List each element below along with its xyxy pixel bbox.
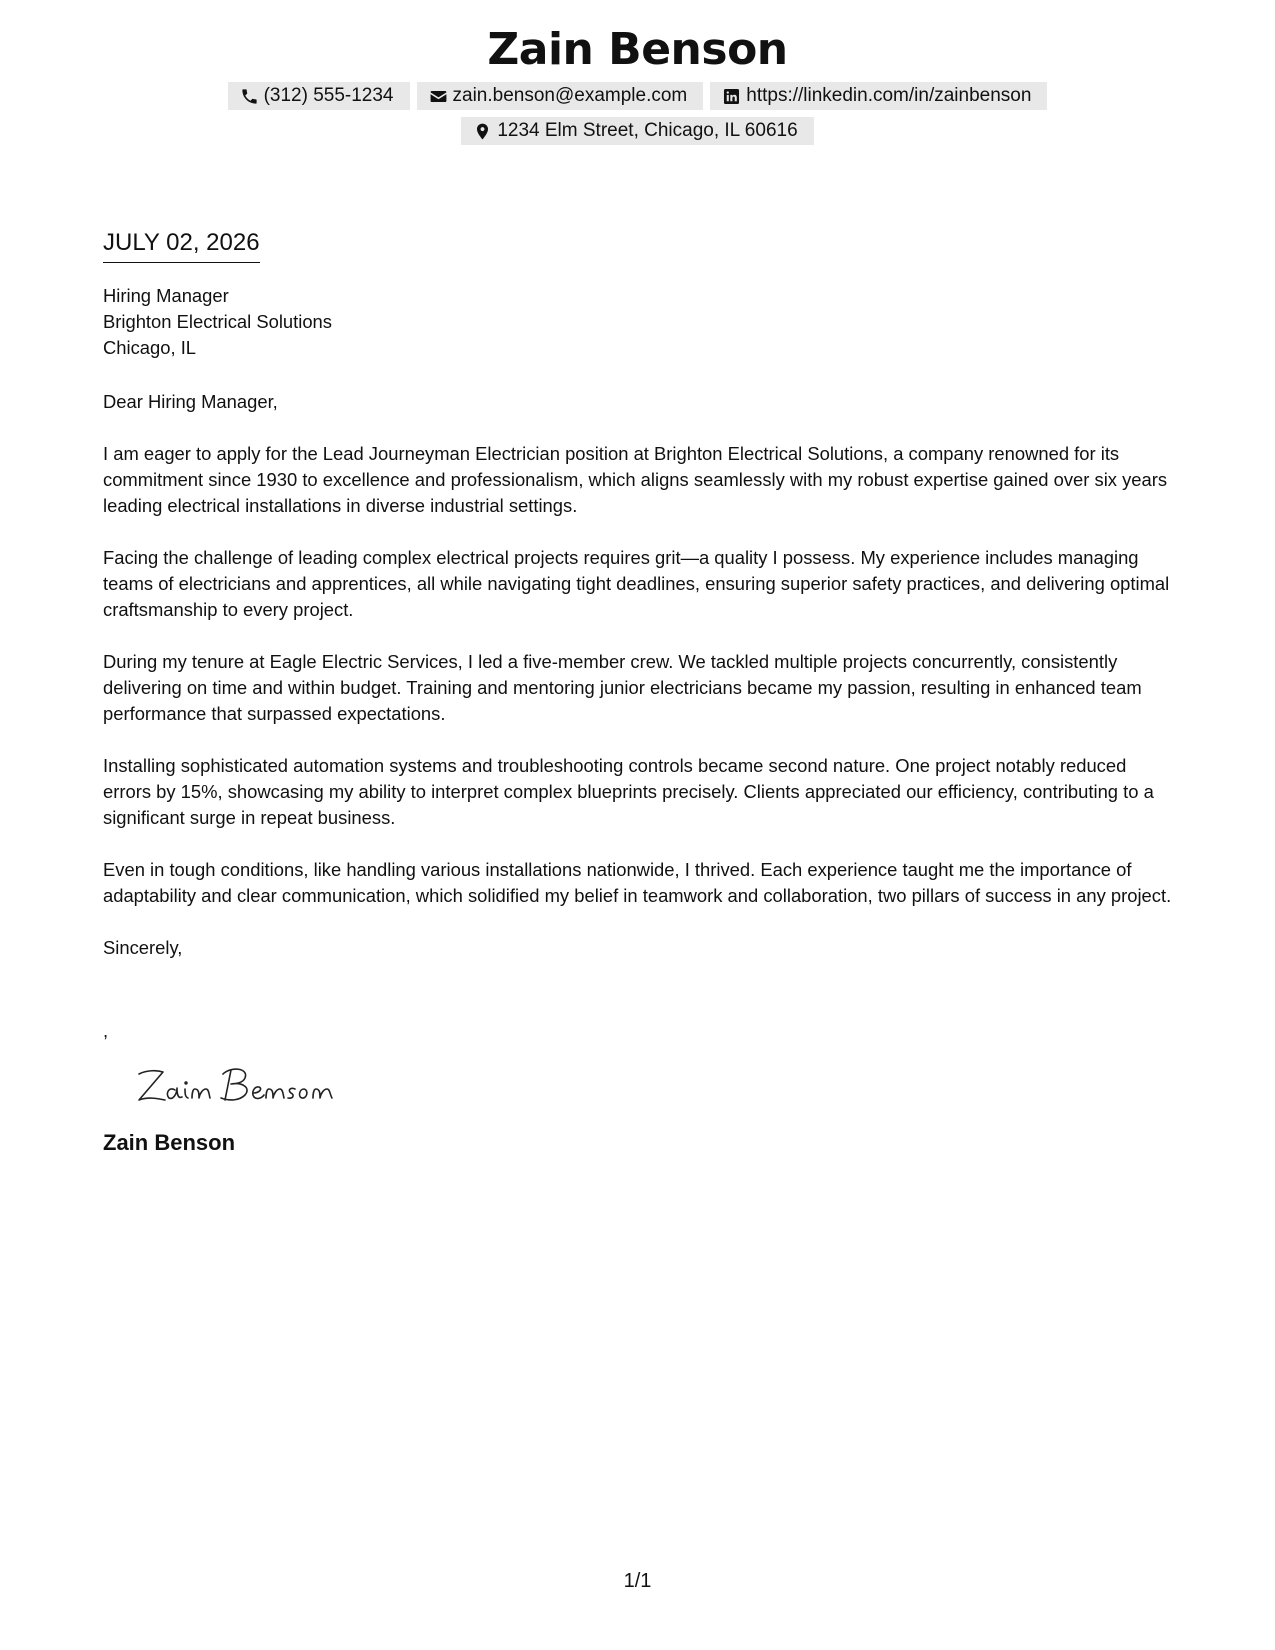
closing: Sincerely,: [103, 937, 183, 958]
page-title: Zain Benson: [487, 24, 788, 75]
email-chip[interactable]: [417, 82, 704, 110]
page-number: 1/1: [623, 1570, 652, 1592]
phone-chip: [228, 82, 410, 110]
recipient-block: [103, 283, 1178, 361]
linkedin-icon: [722, 87, 741, 106]
recipient-location: Chicago, IL: [103, 337, 197, 358]
body-paragraph: Installing sophisticated automation systems and troubleshooting controls became second nature. One project notably reduced errors by 15%, showcasing my ability to interpret complex blueprints precisely. Clients appreciated our efficiency, contributing to a significant surge in repeat business.: [103, 755, 1154, 828]
recipient-company: Brighton Electrical Solutions: [103, 311, 332, 332]
recipient-title: Hiring Manager: [103, 285, 229, 306]
email-link[interactable]: zain.benson@example.com: [452, 85, 688, 106]
linkedin-link[interactable]: https://linkedin.com/in/zainbenson: [746, 85, 1032, 106]
address-chip: [461, 117, 813, 145]
handwritten-signature: [133, 1060, 343, 1114]
signer-name: Zain Benson: [103, 1130, 236, 1155]
salutation: Dear Hiring Manager,: [103, 391, 278, 412]
contact-row-secondary: [0, 117, 1275, 145]
body-paragraph: Facing the challenge of leading complex electrical projects requires grit—a quality I possess. My experience includes managing teams of electricians and apprentices, all while navigating tight deadlines, ensuring superior safety practices, and delivering optimal craftsmanship to every project.: [103, 547, 1170, 620]
body-paragraph: During my tenure at Eagle Electric Services, I led a five-member crew. We tackled multiple projects concurrently, consistently delivering on time and within budget. Training and mentoring junior electricians became my passion, resulting in enhanced team performance that surpassed expectations.: [103, 651, 1142, 724]
signature-prefix: ,: [103, 1020, 109, 1041]
body-paragraph: I am eager to apply for the Lead Journeyman Electrician position at Brighton Electrical Solutions, a company renowned for its commitment since 1930 to excellence and professionalism, which aligns seamlessly with my robust expertise gained over six years leading electrical installations in diverse industrial settings.: [103, 443, 1168, 516]
phone-text: (312) 555-1234: [263, 85, 394, 106]
contact-row-primary: [0, 82, 1275, 110]
phone-icon: [240, 87, 259, 106]
address-text: 1234 Elm Street, Chicago, IL 60616: [497, 120, 798, 141]
map-marker-icon: [473, 122, 492, 141]
linkedin-chip[interactable]: [710, 82, 1047, 110]
envelope-icon: [429, 87, 448, 106]
letter-date: JULY 02, 2026: [103, 226, 260, 263]
letter-body: [103, 226, 1178, 1158]
letter-header: [0, 18, 1275, 145]
body-paragraph: Even in tough conditions, like handling various installations nationwide, I thrived. Each experience taught me the importance of adaptability and clear communication, which solidified my belief in teamwork and collaboration, two pillars of success in any project.: [103, 859, 1172, 906]
